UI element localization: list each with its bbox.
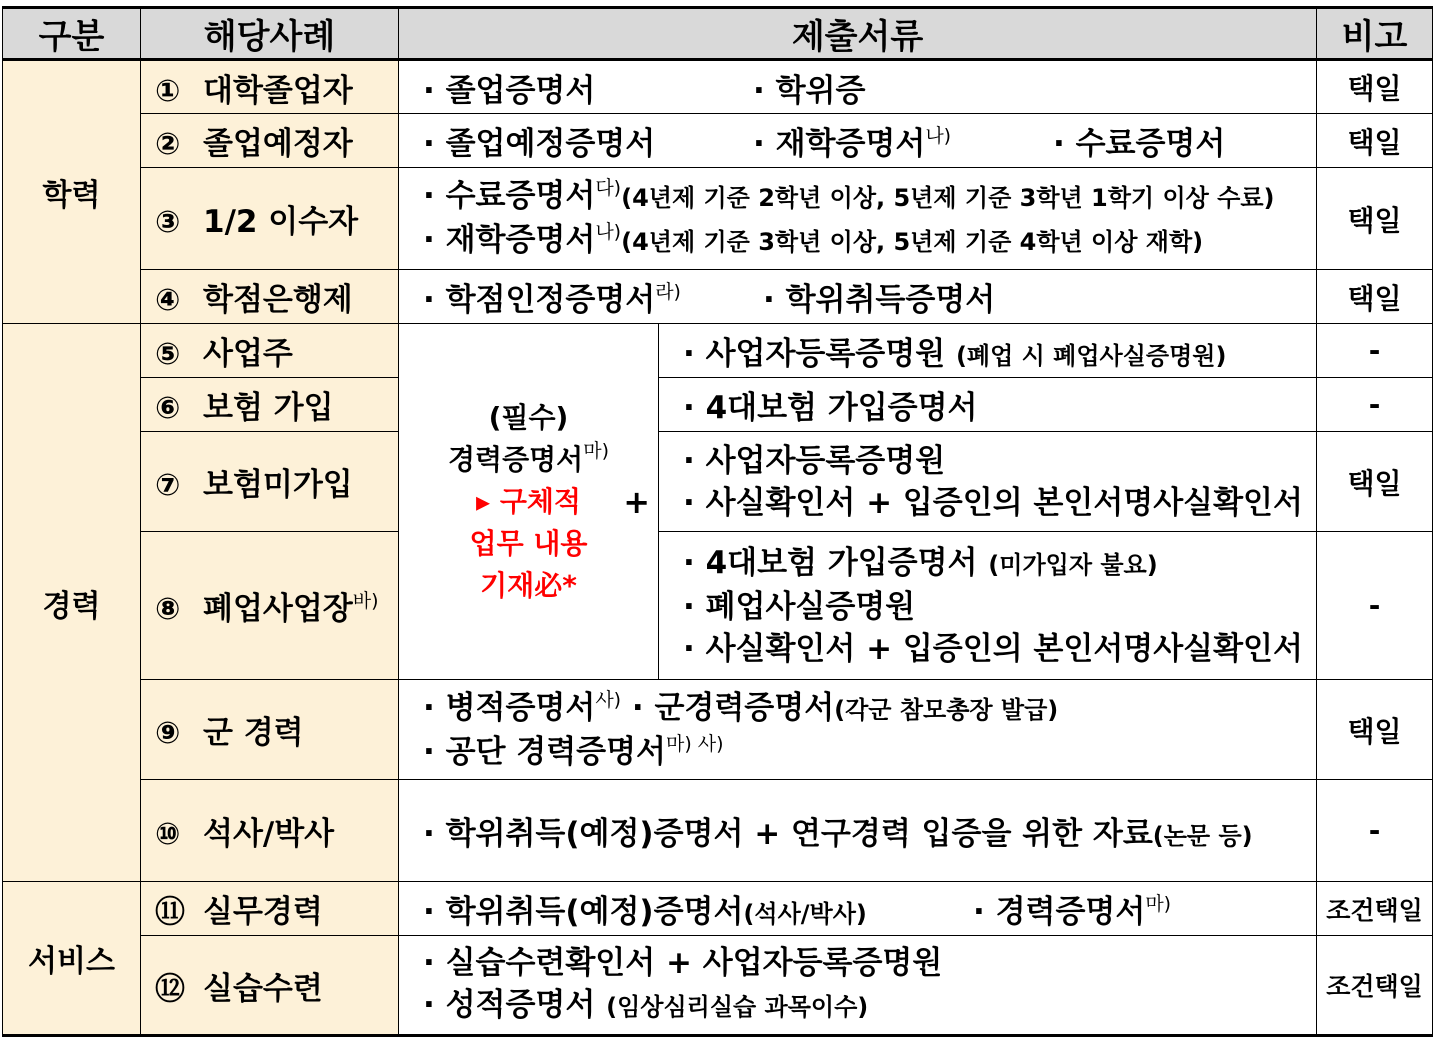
note-cell: 택일 (1317, 168, 1433, 270)
case-label: ⑪ 실무경력 (141, 882, 399, 936)
documents-cell: · 4대보험 가입증명서 (미가입자 불요) · 폐업사실증명원 · 사실확인서 + 입증인의 본인서명사실확인서 (659, 532, 1317, 680)
table-row (3, 324, 1433, 378)
note-cell: 조건택일 (1317, 882, 1433, 936)
table-row (3, 114, 1433, 168)
document-requirements-table (2, 6, 1433, 1037)
case-label: ③ 1/2 이수자 (141, 168, 399, 270)
case-label: ⑧ 폐업사업장$^{바)}$ (141, 532, 399, 680)
documents-cell: · 병적증명서$^{사)}$ · 군경력증명서(각군 참모총장 발급) · 공단 경력증명서$^{마) 사)}$ (399, 680, 1317, 780)
table-row (3, 270, 1433, 324)
table-row (3, 532, 1433, 680)
note-cell: - (1317, 780, 1433, 882)
case-label: ⑫ 실습수련 (141, 936, 399, 1036)
plus-sign: + (623, 482, 650, 521)
note-cell: 택일 (1317, 270, 1433, 324)
note-cell: 조건택일 (1317, 936, 1433, 1036)
header-category: 구분 (3, 8, 141, 60)
table-row (3, 378, 1433, 432)
case-label: ⑥ 보험 가입 (141, 378, 399, 432)
note-cell: 택일 (1317, 114, 1433, 168)
case-label: ① 대학졸업자 (141, 60, 399, 114)
case-label: ⑦ 보험미가입 (141, 432, 399, 532)
table-row (3, 780, 1433, 882)
table-row (3, 432, 1433, 532)
case-label: ⑨ 군 경력 (141, 680, 399, 780)
note-cell: 택일 (1317, 432, 1433, 532)
header-case: 해당사례 (141, 8, 399, 60)
documents-cell: · 4대보험 가입증명서 (659, 378, 1317, 432)
documents-cell: · 실습수련확인서 + 사업자등록증명원 · 성적증명서 (임상심리실습 과목이수) (399, 936, 1317, 1036)
category-service: 서비스 (3, 882, 141, 1036)
case-label: ④ 학점은행제 (141, 270, 399, 324)
documents-cell: · 졸업증명서 · 학위증 (399, 60, 1317, 114)
header-documents: 제출서류 (399, 8, 1317, 60)
case-label: ⑤ 사업주 (141, 324, 399, 378)
header-row (3, 8, 1433, 60)
category-career: 경력 (3, 324, 141, 882)
header-note: 비고 (1317, 8, 1433, 60)
category-education: 학력 (3, 60, 141, 324)
documents-cell: · 수료증명서$^{다)}$(4년제 기준 2학년 이상, 5년제 기준 3학년 1학기 이상 수료) · 재학증명서$^{나)}$(4년제 기준 3학년 이상, 5년제 기준 4학년 이상 재학) (399, 168, 1317, 270)
note-cell: - (1317, 378, 1433, 432)
documents-cell: · 사업자등록증명원 · 사실확인서 + 입증인의 본인서명사실확인서 (659, 432, 1317, 532)
note-cell: - (1317, 532, 1433, 680)
documents-cell: · 학위취득(예정)증명서 + 연구경력 입증을 위한 자료(논문 등) (399, 780, 1317, 882)
table-row (3, 168, 1433, 270)
table-row (3, 680, 1433, 780)
documents-cell: · 사업자등록증명원 (폐업 시 폐업사실증명원) (659, 324, 1317, 378)
note-cell: 택일 (1317, 680, 1433, 780)
table-row (3, 60, 1433, 114)
table-row (3, 936, 1433, 1036)
documents-cell: · 학점인정증명서$^{라)}$ · 학위취득증명서 (399, 270, 1317, 324)
common-career-certificate: (필수) 경력증명서$^{마)}$ ▸ 구체적 업무 내용 기재必* + (399, 324, 659, 680)
documents-cell: · 졸업예정증명서 · 재학증명서$^{나)}$ · 수료증명서 (399, 114, 1317, 168)
documents-cell: · 학위취득(예정)증명서(석사/박사) · 경력증명서$^{마)}$ (399, 882, 1317, 936)
case-label: ② 졸업예정자 (141, 114, 399, 168)
case-label: ⑩ 석사/박사 (141, 780, 399, 882)
note-cell: - (1317, 324, 1433, 378)
table-row (3, 882, 1433, 936)
note-cell: 택일 (1317, 60, 1433, 114)
